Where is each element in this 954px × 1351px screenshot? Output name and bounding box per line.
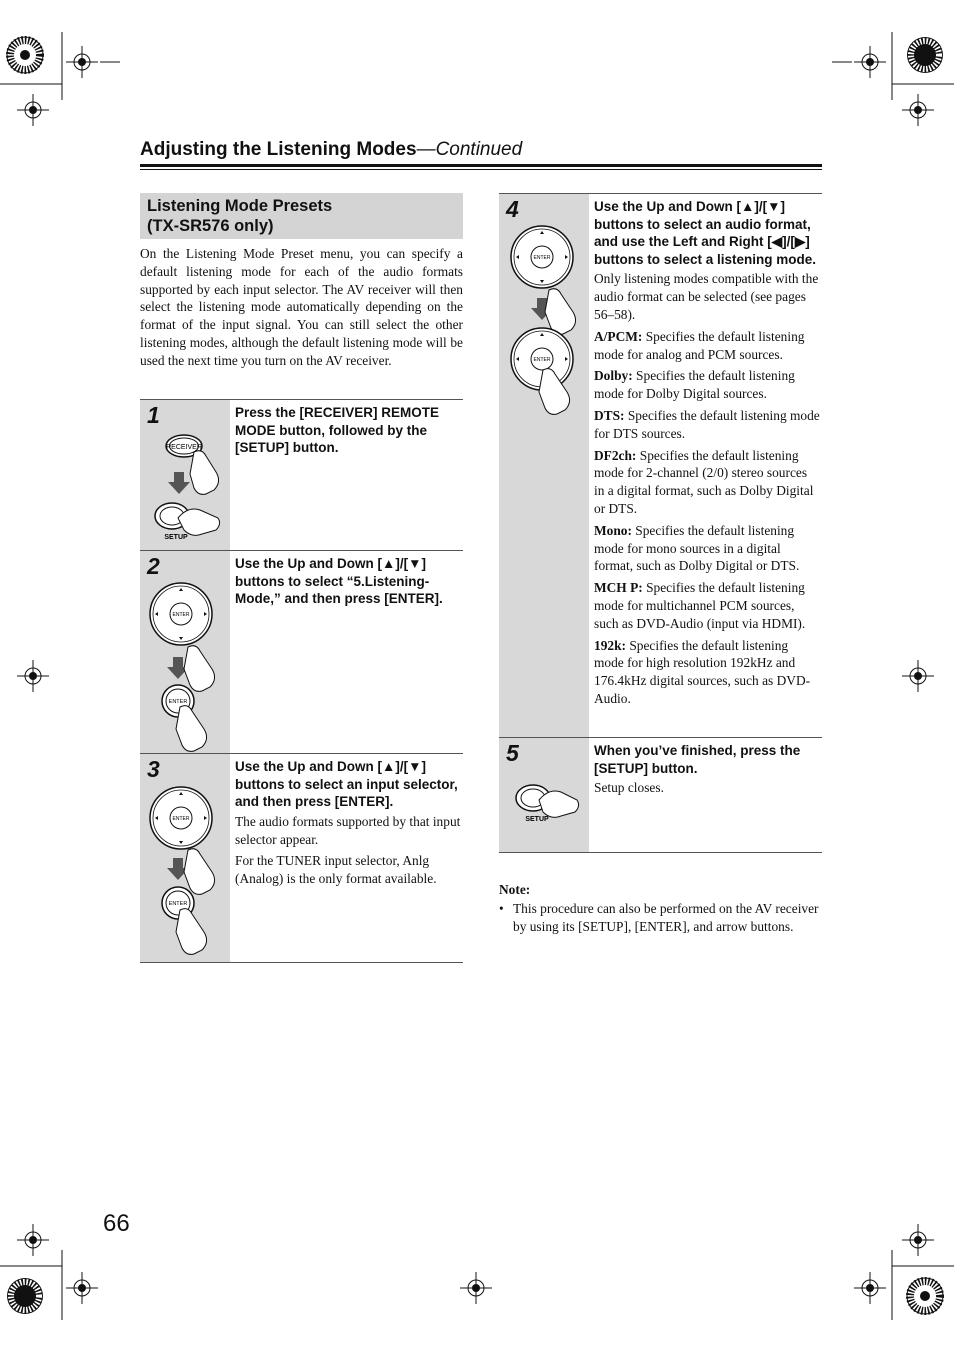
step-number: 5 [506,740,519,766]
dpad-icon [511,226,573,288]
svg-text:SETUP: SETUP [525,816,549,823]
term-text: Specifies the default listening mode for 2-channel (2/0) stereo sources in a digital format, such as Dolby Digital or DTS. [594,447,814,516]
setup-illustration [499,738,589,852]
term-label: Dolby: [594,368,633,384]
step-instruction: Use the Up and Down [▲]/[▼] buttons to select an audio format, and use the Left and Right [◀]/[▶] buttons to select a listening mode. [594,199,817,267]
svg-text:ENTER: ENTER [533,255,551,261]
note-heading: Note: [499,882,531,897]
term-dts [594,407,820,443]
term-dolby [594,367,820,403]
dpad-illustration [499,194,589,738]
step-2 [140,550,463,754]
svg-text:SETUP: SETUP [164,534,188,541]
term-192k [594,637,820,708]
receiver-setup-illustration [140,400,230,551]
section-title-box [140,193,463,239]
step-instruction: Use the Up and Down [▲]/[▼] buttons to select an input selector, and then press [ENTER]. [235,759,458,810]
header-rule [140,164,822,167]
term-label: DF2ch: [594,447,637,463]
step-instruction: Use the Up and Down [▲]/[▼] buttons to select “5.Listening-Mode,” and then press [ENTER]. [235,556,443,607]
term-text: Specifies the default listening mode for DTS sources. [594,407,820,441]
step-number: 2 [147,553,160,579]
term-text: Specifies the default listening mode for Dolby Digital sources. [594,368,795,402]
step-paragraph: The audio formats supported by that input selector appear. [235,813,461,847]
note-body [499,900,822,936]
step-number: 4 [506,196,519,222]
dpad-icon [150,787,212,849]
term-label: A/PCM: [594,328,643,344]
header-title: Adjusting the Listening Modes [140,139,417,160]
term-text: Specifies the default listening mode for multichannel PCM sources, such as DVD-Audio (input via HDMI). [594,580,806,631]
header-continued: —Continued [416,139,523,160]
step-instruction: Press the [RECEIVER] REMOTE MODE button, followed by the [SETUP] button. [235,405,440,456]
step-5 [499,737,822,853]
step-number: 3 [147,756,160,782]
svg-text:ENTER: ENTER [168,901,188,907]
step-paragraph: Setup closes. [594,780,664,796]
term-df2ch [594,447,820,518]
page-header [140,139,522,161]
page-number: 66 [103,1210,130,1237]
step-paragraph: Only listening modes compatible with the audio format can be selected (see pages 56–58). [594,271,819,322]
term-a-pcm [594,328,820,364]
header-rule-thin [140,169,822,170]
term-label: Mono: [594,522,632,538]
term-label: MCH P: [594,580,643,596]
dpad-enter-illustration [140,551,230,754]
term-label: DTS: [594,407,625,423]
intro-paragraph: On the Listening Mode Preset menu, you can specify a default listening mode for each of the audio formats supported by each input selector. The AV receiver will then select the listening mode automatically depending on the format of the input signal. You can still select the other listening modes, although the default listening mode will be used the next time you turn on the AV receiver. [140,246,463,368]
dpad-enter-illustration [140,754,230,962]
term-text: Specifies the default listening mode for high resolution 192kHz and 176.4kHz digital sources, such as DVD-Audio. [594,637,811,706]
section-title: Listening Mode Presets (TX-SR576 only) [147,197,333,235]
svg-text:ENTER: ENTER [172,612,190,618]
term-mono [594,522,820,575]
svg-text:ENTER: ENTER [168,699,188,705]
step-instruction: When you’ve finished, press the [SETUP] button. [594,743,801,776]
step-paragraph: For the TUNER input selector, Anlg (Analog) is the only format available. [235,853,437,887]
term-text: Specifies the default listening mode for analog and PCM sources. [594,328,805,362]
svg-text:ENTER: ENTER [172,816,190,822]
step-number: 1 [147,402,160,428]
note-item: • This procedure can also be performed on the AV receiver by using its [SETUP], [ENTER], and arrow buttons. [499,900,822,936]
term-label: 192k: [594,637,626,653]
svg-text:RECEIVER: RECEIVER [166,444,202,451]
step-3 [140,753,463,963]
dpad-icon [150,583,212,645]
step-1 [140,399,463,551]
svg-text:ENTER: ENTER [533,357,551,363]
term-text: Specifies the default listening mode for mono sources in a digital format, such as Dolby Digital or DTS. [594,522,800,574]
term-mch-p [594,579,820,632]
step-4 [499,193,822,738]
